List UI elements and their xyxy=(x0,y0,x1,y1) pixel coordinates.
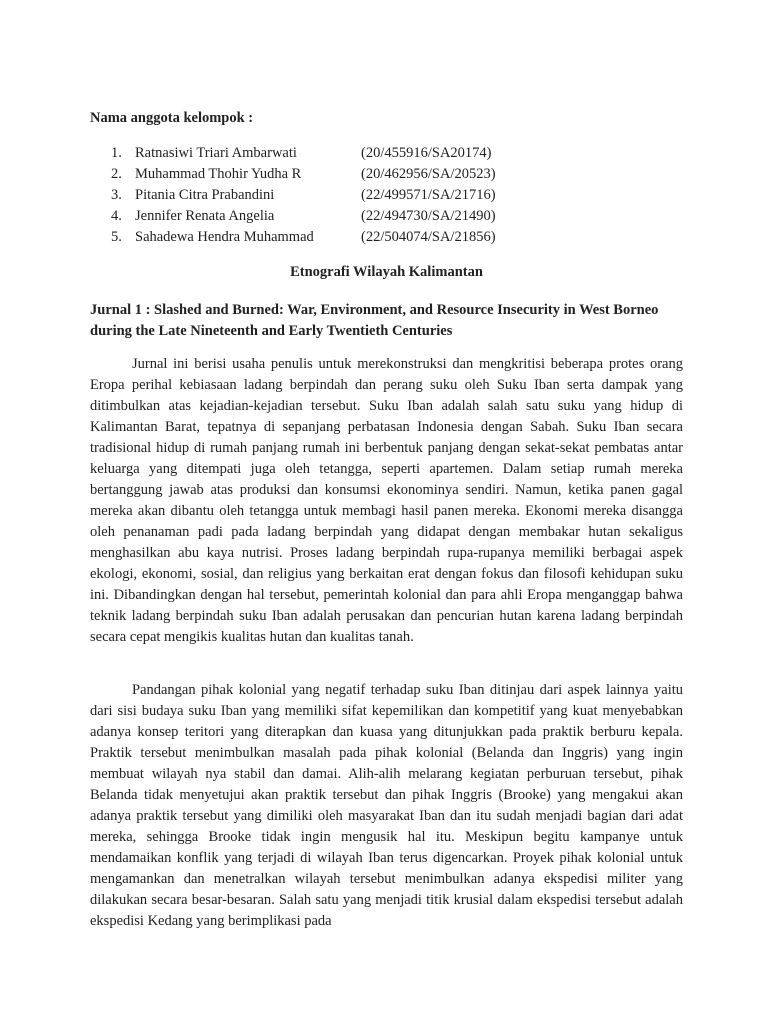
document-title: Etnografi Wilayah Kalimantan xyxy=(290,264,483,280)
list-item xyxy=(90,165,683,186)
list-item xyxy=(90,186,683,207)
list-item xyxy=(90,207,683,228)
member-number: 5. xyxy=(111,229,122,245)
member-number: 2. xyxy=(111,166,122,182)
member-name: Muhammad Thohir Yudha R xyxy=(135,166,302,182)
member-student-id: (22/504074/SA/21856) xyxy=(361,229,496,245)
member-name: Sahadewa Hendra Muhammad xyxy=(135,229,314,245)
member-student-id: (20/462956/SA/20523) xyxy=(361,166,496,182)
journal-title: Jurnal 1 : Slashed and Burned: War, Environment, and Resource Insecurity in West Borneo during the Late Nineteenth and Early Twentieth Centuries xyxy=(90,302,659,339)
member-number: 4. xyxy=(111,208,122,224)
member-list xyxy=(90,144,683,249)
list-item xyxy=(90,228,683,249)
list-item xyxy=(90,144,683,165)
member-number: 1. xyxy=(111,145,122,161)
member-student-id: (22/499571/SA/21716) xyxy=(361,187,496,203)
member-number: 3. xyxy=(111,187,122,203)
member-student-id: (22/494730/SA/21490) xyxy=(361,208,496,224)
body-paragraph: Jurnal ini berisi usaha penulis untuk merekonstruksi dan mengkritisi beberapa protes orang Eropa perihal kebiasaan ladang berpindah dan perang suku oleh Suku Iban serta dampak yang ditimbulkan atas kejadian-kejadian tersebut. Suku Iban adalah salah satu suku yang hidup di Kalimantan Barat, tepatnya di sepanjang perbatasan Indonesia dengan Sabah. Suku Iban secara tradisional hidup di rumah panjang rumah ini berbentuk panjang dengan sekat-sekat pembatas antar keluarga yang ditempati juga oleh tetangga, seperti apartemen. Dalam setiap rumah mereka bertanggung jawab atas produksi dan konsumsi ekonominya sendiri. Namun, ketika panen gagal mereka akan dibantu oleh tetangga untuk membagi hasil panen mereka. Ekonomi mereka disangga oleh penanaman padi pada ladang berpindah yang didapat dengan membakar hutan sekaligus menghasilkan abu kaya nutrisi. Proses ladang berpindah rupa-rupanya memiliki berbagai aspek ekologi, ekonomi, sosial, dan religius yang berkaitan erat dengan fokus dan filosofi kehidupan suku ini. Dibandingkan dengan hal tersebut, pemerintah kolonial dan para ahli Eropa menganggap bahwa teknik ladang berpindah suku Iban adalah perusakan dan pencurian hutan karena ladang berpindah secara cepat mengikis kualitas hutan dan kualitas tanah. xyxy=(90,356,683,645)
member-student-id: (20/455916/SA20174) xyxy=(361,145,492,161)
body-paragraph: Pandangan pihak kolonial yang negatif terhadap suku Iban ditinjau dari aspek lainnya yaitu dari sisi budaya suku Iban yang memiliki sifat kepemilikan dan kompetitif yang kuat menyebabkan adanya konsep teritori yang diterapkan dan kuasa yang ditunjukkan pada praktik berburu kepala. Praktik tersebut menimbulkan masalah pada pihak kolonial (Belanda dan Inggris) yang ingin membuat wilayah nya stabil dan damai. Alih-alih melarang kegiatan perburuan tersebut, pihak Belanda tidak menyetujui akan praktik tersebut dan pihak Inggris (Brooke) yang mengakui akan adanya praktik tersebut yang dimiliki oleh masyarakat Iban dan itu sudah menjadi bagian dari adat mereka, sehingga Brooke tidak ingin mengusik hal itu. Meskipun begitu kampanye untuk mendamaikan konflik yang terjadi di wilayah Iban terus digencarkan. Proyek pihak kolonial untuk mengamankan dan menetralkan wilayah tersebut menimbulkan adanya ekspedisi militer yang dilakukan secara besar-besaran. Salah satu yang menjadi titik krusial dalam ekspedisi tersebut adalah ekspedisi Kedang yang berimplikasi pada xyxy=(90,682,683,929)
member-name: Ratnasiwi Triari Ambarwati xyxy=(135,145,297,161)
member-name: Jennifer Renata Angelia xyxy=(135,208,275,224)
group-members-heading: Nama anggota kelompok : xyxy=(90,110,254,126)
member-name: Pitania Citra Prabandini xyxy=(135,187,275,203)
